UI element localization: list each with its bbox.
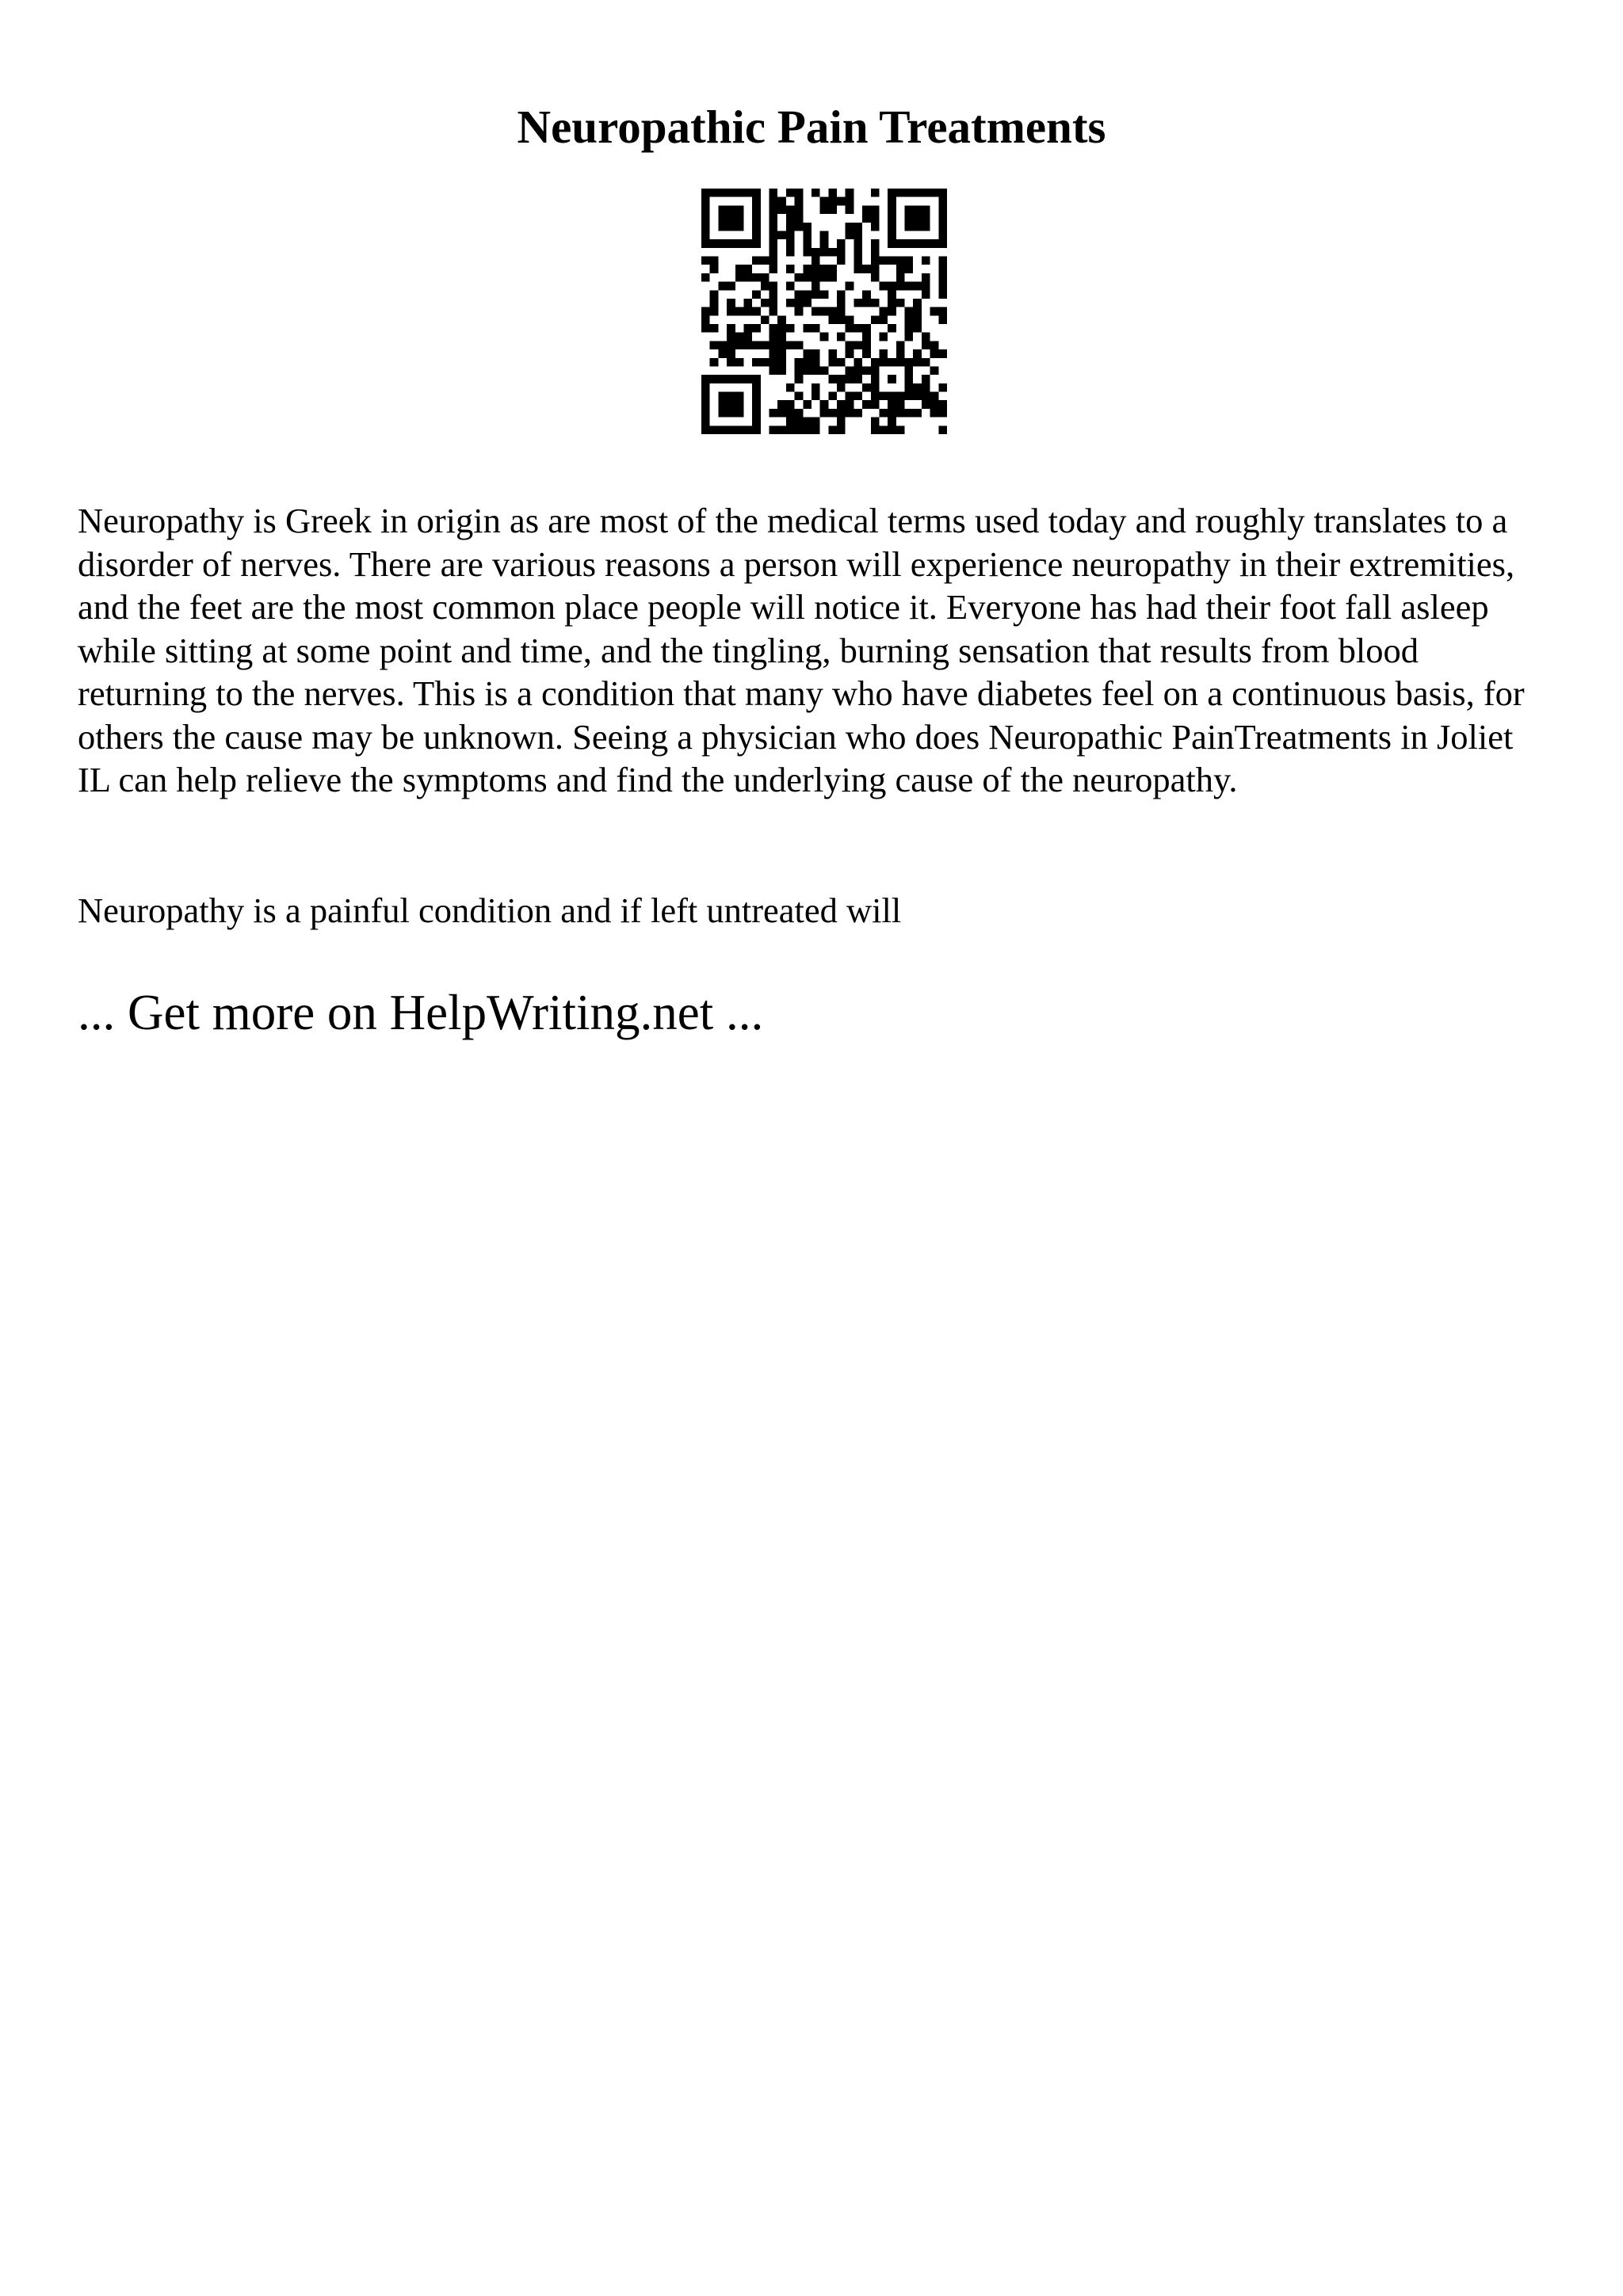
- qr-code-icon: [701, 189, 947, 434]
- get-more-link[interactable]: ... Get more on HelpWriting.net ...: [78, 985, 764, 1040]
- page-title: Neuropathic Pain Treatments: [517, 101, 1106, 153]
- body-paragraph-1: Neuropathy is Greek in origin as are most of the medical terms used today and roughly translates to a disorder of nerves. There are various reasons a person will experience neuropathy in their extremities, and the feet are the most common place people will notice it. Everyone has had their foot fall asleep while sitting at some point and time, and the tingling, burning sensation that results from blood returning to the nerves. This is a condition that many who have diabetes feel on a continuous basis, for others the cause may be unknown. Seeing a physician who does Neuropathic PainTreatments in Joliet IL can help relieve the symptoms and find the underlying cause of the neuropathy.: [78, 501, 1525, 799]
- body-paragraph-2: Neuropathy is a painful condition and if left untreated will: [78, 891, 902, 930]
